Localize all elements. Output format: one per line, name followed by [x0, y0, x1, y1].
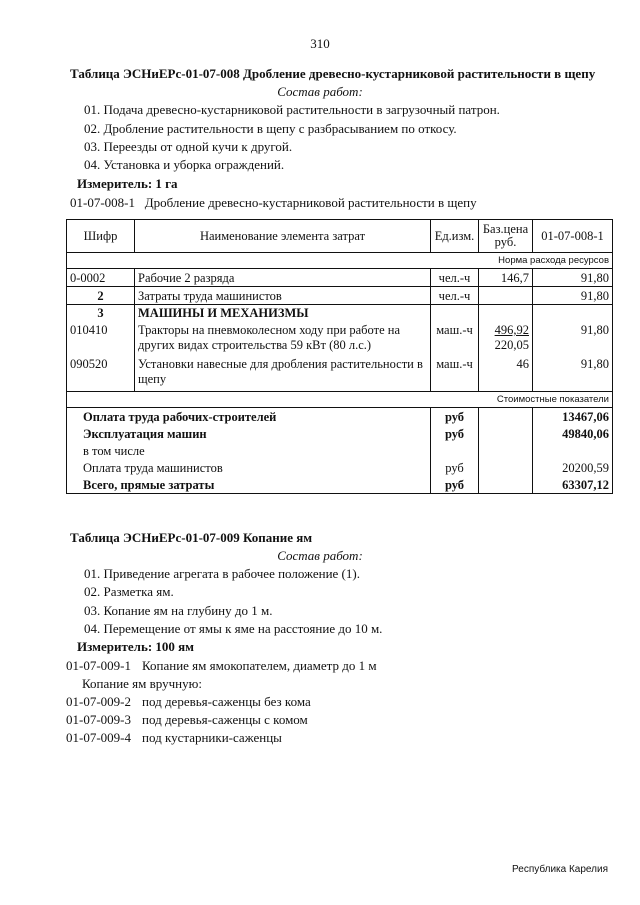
- cost-row: [67, 442, 613, 459]
- cost-value: 20200,59: [533, 459, 613, 476]
- table-row: [67, 321, 613, 353]
- table1-work-2: 02. Дробление растительности в щепу с разбрасыванием по откосу.: [84, 121, 457, 136]
- cost-unit: руб: [431, 408, 479, 426]
- table2-work-1: 01. Приведение агрегата в рабочее положение (1).: [84, 566, 360, 581]
- norm-label-row: [67, 253, 613, 269]
- cost-label-row: [67, 392, 613, 408]
- table-row: [67, 269, 613, 287]
- row-code: 090520: [67, 353, 135, 392]
- header-name: Наименование элемента затрат: [135, 220, 431, 253]
- item-code: 01-07-009-3: [66, 712, 131, 727]
- row-value: 91,80: [533, 269, 613, 287]
- table2-work-2: 02. Разметка ям.: [84, 584, 174, 599]
- row-name: Затраты труда машинистов: [135, 287, 431, 305]
- cost-row: [67, 408, 613, 426]
- header-price: Баз.цена руб.: [479, 220, 533, 253]
- table-row: [67, 287, 613, 305]
- cost-row: [67, 476, 613, 494]
- table1-measure: Измеритель: 1 га: [77, 176, 178, 191]
- row-code: 2: [67, 287, 135, 305]
- section-row: [67, 305, 613, 322]
- row-value: 91,80: [533, 321, 613, 353]
- row-code: 0-0002: [67, 269, 135, 287]
- cost-value: 13467,06: [533, 408, 613, 426]
- item-text: под деревья-саженцы без кома: [142, 694, 311, 709]
- cost-unit: руб: [431, 459, 479, 476]
- row-unit: чел.-ч: [431, 269, 479, 287]
- table-row: [67, 353, 613, 392]
- cost-name: Оплата труда рабочих-строителей: [67, 408, 431, 426]
- section-name: МАШИНЫ И МЕХАНИЗМЫ: [135, 305, 431, 322]
- row-unit: маш.-ч: [431, 321, 479, 353]
- row-name: Тракторы на пневмоколесном ходу при работе на других видах строительства 59 кВт (80 л.с.): [135, 321, 431, 353]
- header-column-code: 01-07-008-1: [533, 220, 613, 253]
- row-name: Установки навесные для дробления растительности в щепу: [135, 353, 431, 392]
- cost-value: 49840,06: [533, 425, 613, 442]
- item-code: 01-07-009-1: [66, 658, 131, 673]
- cost-row: [67, 425, 613, 442]
- row-price-secondary: 220,05: [494, 338, 529, 352]
- section-code: 3: [67, 305, 135, 322]
- table1-title: Таблица ЭСНиЕРс-01-07-008 Дробление древесно-кустарниковой растительности в щепу: [70, 66, 596, 81]
- cost-name: в том числе: [67, 442, 431, 459]
- table1-work-4: 04. Установка и уборка ограждений.: [84, 157, 285, 172]
- norm-label: Норма расхода ресурсов: [67, 253, 613, 269]
- row-value: 91,80: [533, 353, 613, 392]
- footer-region: Республика Карелия: [512, 864, 608, 875]
- row-name: Рабочие 2 разряда: [135, 269, 431, 287]
- cost-value: 63307,12: [533, 476, 613, 494]
- item-text: Копание ям вручную:: [82, 676, 202, 691]
- row-unit: чел.-ч: [431, 287, 479, 305]
- table2-measure: Измеритель: 100 ям: [77, 639, 195, 654]
- cost-row: [67, 459, 613, 476]
- cost-name: Оплата труда машинистов: [67, 459, 431, 476]
- cost-name: Всего, прямые затраты: [67, 476, 431, 494]
- header-unit: Ед.изм.: [431, 220, 479, 253]
- table1-code-line: 01-07-008-1 Дробление древесно-кустарниковой растительности в щепу: [70, 195, 477, 210]
- row-price: 46: [479, 353, 533, 392]
- table1-work-3: 03. Переезды от одной кучи к другой.: [84, 139, 293, 154]
- cost-name: Эксплуатация машин: [67, 425, 431, 442]
- cost-unit: руб: [431, 476, 479, 494]
- item-text: под кустарники-саженцы: [142, 730, 282, 745]
- row-price: 496,92: [494, 323, 529, 337]
- table2-title: Таблица ЭСНиЕРс-01-07-009 Копание ям: [70, 530, 313, 545]
- page-number: 310: [310, 36, 330, 51]
- table1-works-heading: Состав работ:: [277, 84, 363, 99]
- row-price-cell: [479, 321, 533, 353]
- cost-unit: руб: [431, 425, 479, 442]
- row-price: [479, 287, 533, 305]
- table1-work-1: 01. Подача древесно-кустарниковой растительности в загрузочный патрон.: [84, 102, 500, 117]
- item-text: под деревья-саженцы с комом: [142, 712, 308, 727]
- header-code: Шифр: [67, 220, 135, 253]
- row-unit: маш.-ч: [431, 353, 479, 392]
- resource-table: [66, 219, 613, 494]
- item-code: 01-07-009-4: [66, 730, 131, 745]
- item-code: 01-07-009-2: [66, 694, 131, 709]
- table2-work-3: 03. Копание ям на глубину до 1 м.: [84, 603, 273, 618]
- row-price: 146,7: [479, 269, 533, 287]
- item-text: Копание ям ямокопателем, диаметр до 1 м: [142, 658, 377, 673]
- table2-works-heading: Состав работ:: [277, 548, 363, 563]
- table2-work-4: 04. Перемещение от ямы к яме на расстояние до 10 м.: [84, 621, 383, 636]
- row-code: 010410: [67, 321, 135, 353]
- table-header-row: [67, 220, 613, 253]
- cost-label: Стоимостные показатели: [67, 392, 613, 408]
- row-value: 91,80: [533, 287, 613, 305]
